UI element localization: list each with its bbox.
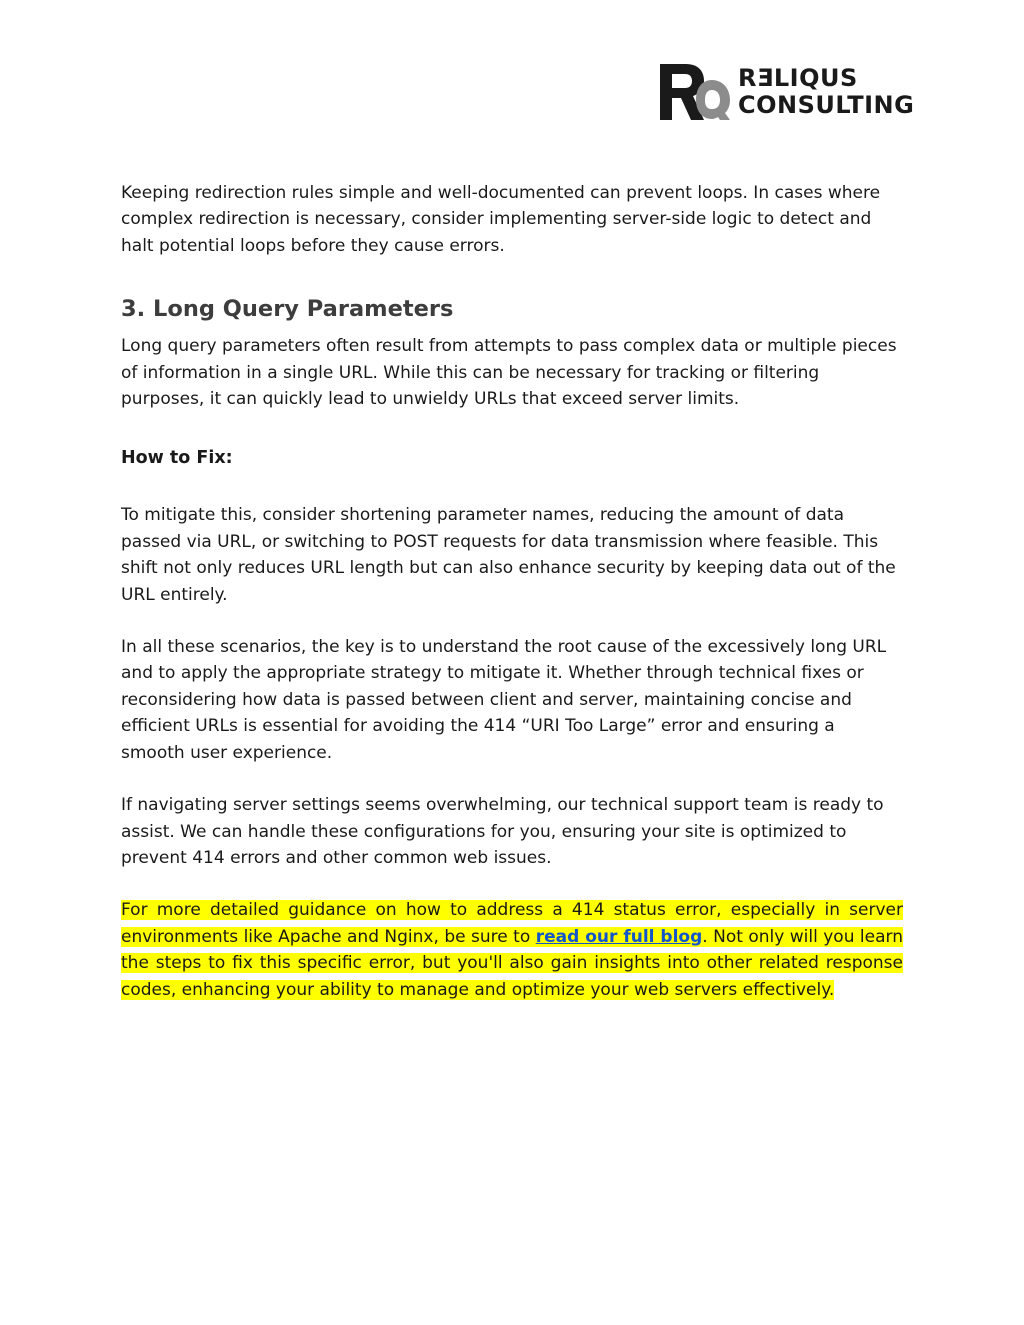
intro-paragraph: Keeping redirection rules simple and well-documented can prevent loops. In cases where complex redirection is necessary, consider implementing server-side logic to detect and halt potential loops before they cause errors. — [121, 183, 881, 256]
support-paragraph: If navigating server settings seems overwhelming, our technical support team is ready to assist. We can handle these configurations for you, ensuring your site is optimized to prevent 414 errors and other common web issues. — [121, 795, 884, 868]
rq-logo-mark-icon — [658, 62, 732, 122]
logo-wordmark — [738, 65, 914, 119]
how-to-fix-heading: How to Fix: — [121, 448, 233, 469]
long-query-paragraph: Long query parameters often result from attempts to pass complex data or multiple pieces of information in a single URL. While this can be necessary for tracking or filtering purposes, it can quickly lead to unwieldy URLs that exceed server limits. — [121, 336, 897, 410]
section-heading-long-query: 3. Long Query Parameters — [121, 296, 454, 323]
highlight-after-link: . Not only will you learn the steps to fix this specific error, but you'll also gain insights into other related response codes, enhancing your ability to manage and optimize your web servers effectively. — [121, 926, 903, 1000]
summary-paragraph: In all these scenarios, the key is to understand the root cause of the excessively long URL and to apply the appropriate strategy to mitigate it. Whether through technical fixes or reconsidering how data is passed between client and server, maintaining concise and efficient URLs is essential for avoiding the 414 “URI Too Large” error and ensuring a smooth user experience. — [121, 637, 887, 763]
highlight-before-link: For more detailed guidance on how to address a 414 status error, especially in server environments like Apache and Nginx, be sure to — [121, 900, 903, 947]
read-full-blog-link[interactable]: read our full blog — [535, 926, 703, 947]
document-body — [121, 180, 903, 1003]
highlighted-paragraph — [121, 897, 903, 1003]
logo-line-2: CONSULTING — [738, 91, 915, 119]
company-logo — [658, 62, 915, 122]
logo-line-1: RƎLIQUS — [738, 64, 858, 92]
fix-paragraph: To mitigate this, consider shortening parameter names, reducing the amount of data passed via URL, or switching to POST requests for data transmission where feasible. This shift not only reduces URL length but can also enhance security by keeping data out of the URL entirely. — [121, 505, 896, 605]
